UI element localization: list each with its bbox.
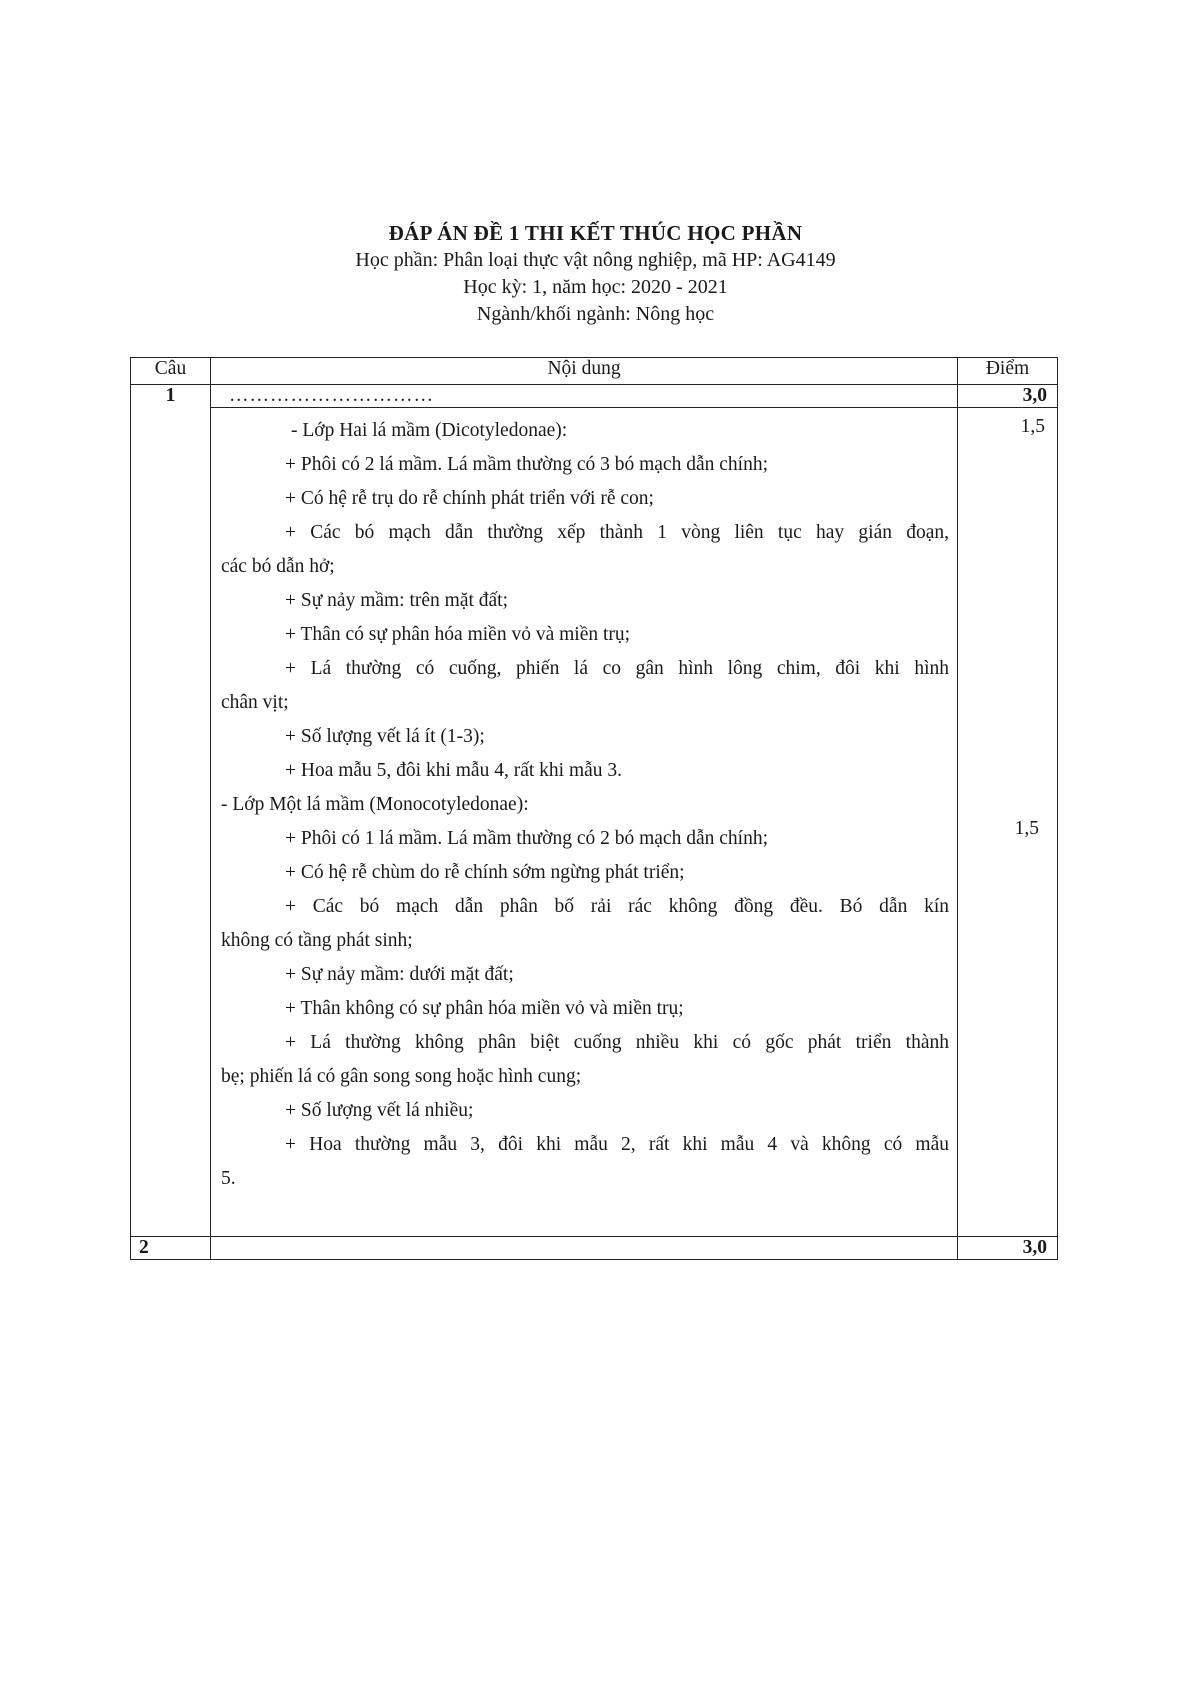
q1-line: + Sự nảy mầm: dưới mặt đất; [285, 964, 514, 985]
q1-score-cell [958, 408, 1058, 1237]
q1-line: + Các bó mạch dẫn thường xếp thành 1 vòng liên tục hay gián đoạn, [285, 522, 949, 543]
major-line: Ngành/khối ngành: Nông học [476, 303, 715, 325]
table-header-row [131, 358, 1058, 385]
q1-line: 5. [221, 1168, 236, 1189]
answer-table [130, 357, 1058, 1260]
q1-line: không có tầng phát sinh; [221, 930, 413, 951]
q1-line: + Lá thường có cuống, phiến lá co gân hình lông chim, đôi khi hình [285, 658, 949, 679]
q2-row [131, 1237, 1058, 1260]
q1-total-score: 3,0 [958, 385, 1058, 408]
q1-line: chân vịt; [221, 692, 289, 713]
q1-line: bẹ; phiến lá có gân song song hoặc hình cung; [221, 1066, 582, 1087]
q1-dots: ………………………… [211, 385, 958, 408]
q1-line: các bó dẫn hở; [221, 556, 335, 577]
header-score: Điểm [958, 358, 1058, 385]
q1-line: - Lớp Hai lá mầm (Dicotyledonae): [291, 420, 568, 441]
semester-line: Học kỳ: 1, năm học: 2020 - 2021 [463, 276, 728, 298]
q1-line: + Thân không có sự phân hóa miền vỏ và miền trụ; [285, 998, 684, 1019]
q2-content [211, 1237, 958, 1260]
course-line: Học phần: Phân loại thực vật nông nghiệp, mã HP: AG4149 [355, 249, 836, 271]
q1-score-monocot: 1,5 [1014, 818, 1039, 839]
q1-score-dicot: 1,5 [1020, 416, 1045, 437]
q1-line: + Có hệ rễ chùm do rễ chính sớm ngừng phát triển; [285, 862, 685, 883]
header-content: Nội dung [211, 358, 958, 385]
document-title: ĐÁP ÁN ĐỀ 1 THI KẾT THÚC HỌC PHẦN [388, 221, 803, 245]
q1-line: + Thân có sự phân hóa miền vỏ và miền trụ; [285, 624, 631, 645]
q1-line: + Có hệ rễ trụ do rễ chính phát triển với rễ con; [285, 488, 654, 509]
q1-line: + Các bó mạch dẫn phân bố rải rác không đồng đều. Bó dẫn kín [285, 896, 949, 917]
q1-line: + Số lượng vết lá ít (1-3); [285, 726, 485, 747]
q1-content-row [131, 408, 1058, 1237]
q1-line: - Lớp Một lá mầm (Monocotyledonae): [221, 794, 529, 815]
q1-line: + Hoa thường mẫu 3, đôi khi mẫu 2, rất khi mẫu 4 và không có mẫu [285, 1134, 949, 1155]
q1-line: + Lá thường không phân biệt cuống nhiều khi có gốc phát triển thành [285, 1032, 949, 1053]
q2-total-score: 3,0 [958, 1237, 1058, 1260]
q1-content [211, 408, 958, 1237]
q1-summary-row [131, 385, 1058, 408]
header-question: Câu [131, 358, 211, 385]
q1-number: 1 [131, 385, 211, 1237]
q1-line: + Phôi có 1 lá mầm. Lá mầm thường có 2 bó mạch dẫn chính; [285, 828, 768, 849]
q1-line: + Sự nảy mầm: trên mặt đất; [285, 590, 509, 611]
q1-line: + Phôi có 2 lá mầm. Lá mầm thường có 3 bó mạch dẫn chính; [285, 454, 768, 475]
q1-line: + Hoa mẫu 5, đôi khi mẫu 4, rất khi mẫu 3. [285, 760, 623, 781]
q2-number: 2 [131, 1237, 211, 1260]
document-header [0, 220, 1191, 328]
q1-line: + Số lượng vết lá nhiều; [285, 1100, 474, 1121]
